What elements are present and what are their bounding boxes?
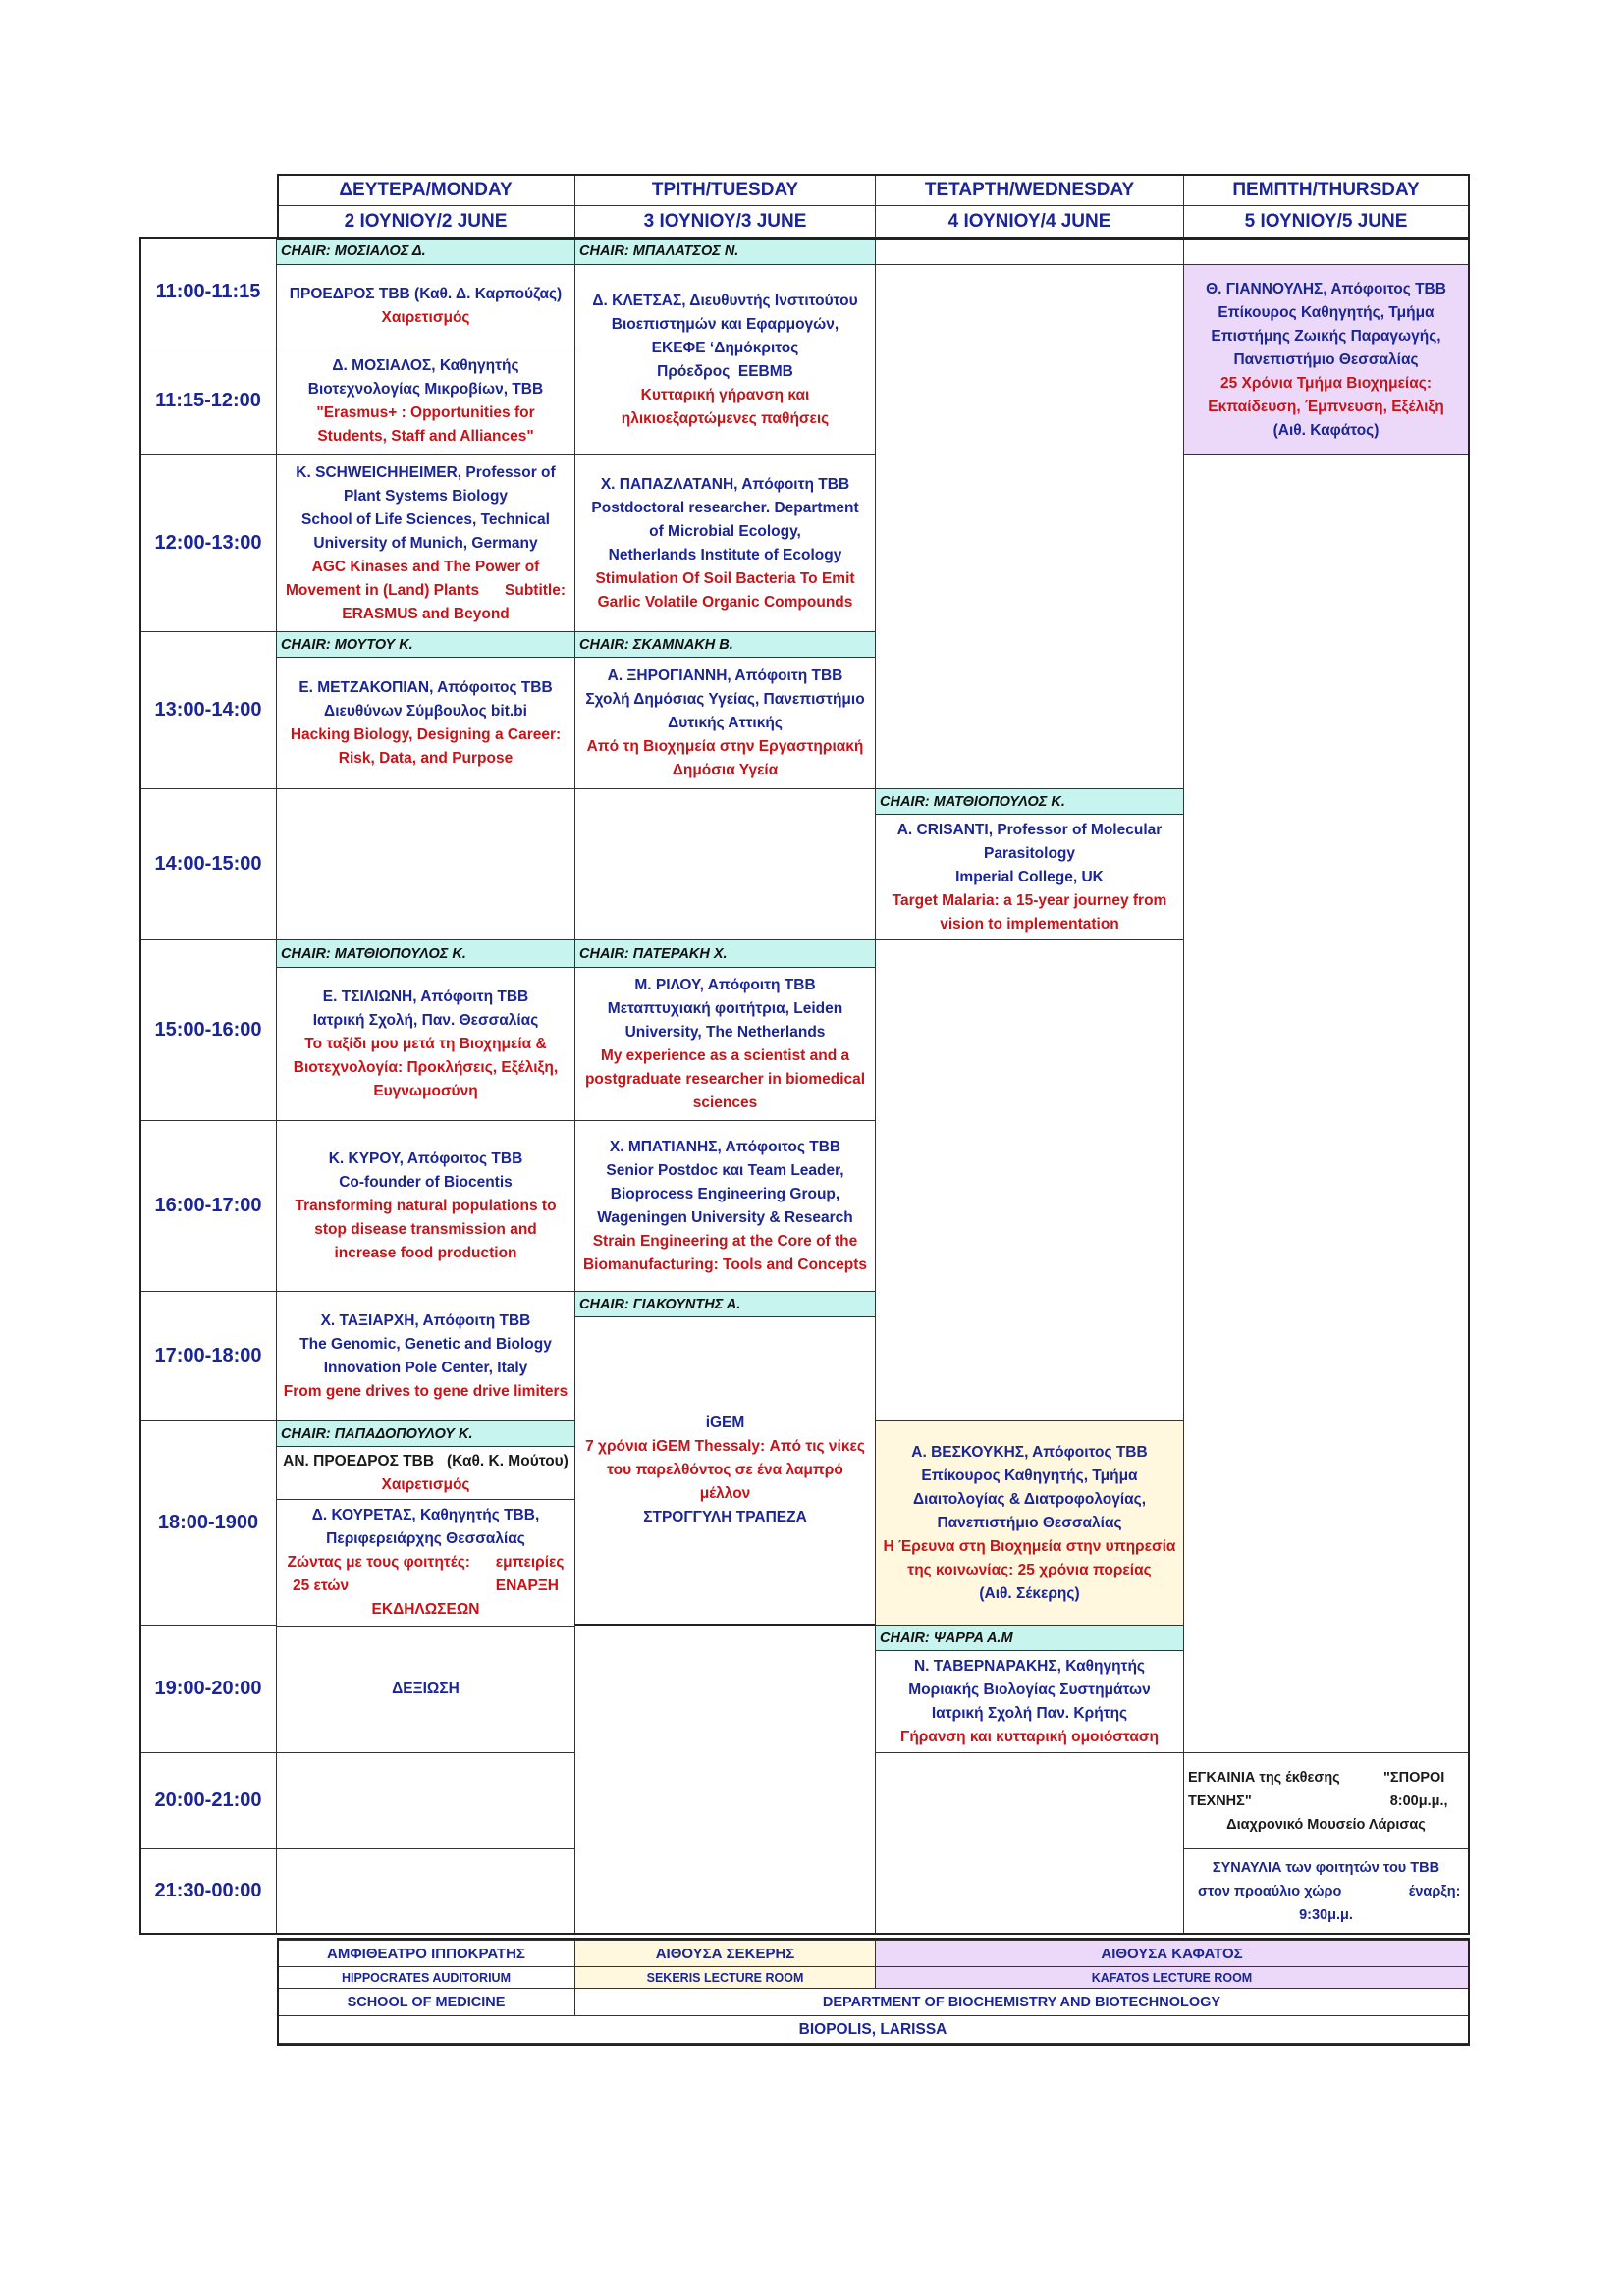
chair-label bbox=[575, 940, 876, 968]
chair-text: CHAIR: ΓΙΑΚΟΥΝΤΗΣ Α. bbox=[579, 1296, 741, 1312]
talk-title: vision to implementation bbox=[940, 915, 1119, 933]
legend-school bbox=[277, 1989, 575, 2016]
talk-title: Η Έρευνα στη Βιοχημεία στην υπηρεσία bbox=[883, 1537, 1176, 1555]
legend-text: ΑΙΘΟΥΣΑ ΣΕΚΕΡΗΣ bbox=[655, 1945, 795, 1962]
speaker-line: Μ. ΡΙΛΟΥ, Απόφοιτη ΤΒΒ bbox=[634, 976, 816, 993]
time-label: 16:00-17:00 bbox=[154, 1195, 262, 1216]
speaker-line: Imperial College, UK bbox=[955, 868, 1104, 885]
day-date: 2 ΙΟΥΝΙΟΥ/2 JUNE bbox=[344, 210, 508, 232]
talk-title: Γήρανση και κυτταρική ομοιόσταση bbox=[900, 1728, 1159, 1745]
event-line: στον προαύλιο χώρο έναρξη: bbox=[1198, 1883, 1461, 1899]
talk-title: Target Malaria: a 15-year journey from bbox=[892, 891, 1167, 909]
talk-title: του παρελθόντος σε ένα λαμπρό bbox=[607, 1462, 843, 1478]
talk-title: Δημόσια Υγεία bbox=[672, 761, 779, 778]
time-label: 21:30-00:00 bbox=[154, 1880, 262, 1901]
legend-text: KAFATOS LECTURE ROOM bbox=[1091, 1970, 1253, 1985]
speaker-line: Ν. ΤΑΒΕΡΝΑΡΑΚΗΣ, Καθηγητής bbox=[913, 1657, 1145, 1675]
event-line: ΣΥΝΑΥΛΙΑ των φοιτητών του ΤΒΒ bbox=[1212, 1859, 1440, 1876]
talk-title: stop disease transmission and bbox=[314, 1220, 537, 1238]
time-label: 11:00-11:15 bbox=[155, 281, 261, 302]
legend-text: HIPPOCRATES AUDITORIUM bbox=[342, 1970, 511, 1985]
empty-cell bbox=[876, 265, 1184, 789]
chair-label bbox=[277, 238, 575, 265]
chair-text: CHAIR: ΜΑΤΘΙΟΠΟΥΛΟΣ Κ. bbox=[281, 945, 466, 962]
speaker-line: Senior Postdoc και Team Leader, bbox=[606, 1161, 844, 1179]
speaker-line: ΠΡΟΕΔΡΟΣ ΤΒΒ (Καθ. Δ. Καρπούζας) bbox=[289, 285, 563, 302]
session-cell bbox=[876, 1421, 1184, 1626]
talk-title: μέλλον bbox=[699, 1485, 751, 1502]
session-cell bbox=[1184, 265, 1469, 455]
speaker-line: University of Munich, Germany bbox=[313, 534, 538, 552]
session-cell bbox=[575, 1121, 876, 1292]
speaker-line: The Genomic, Genetic and Biology bbox=[299, 1335, 552, 1353]
reception-label: ΔΕΞΙΩΣΗ bbox=[392, 1681, 460, 1697]
talk-title: Από τη Βιοχημεία στην Εργαστηριακή bbox=[586, 737, 864, 755]
talk-title: Κυτταρική γήρανση και bbox=[640, 386, 810, 403]
speaker-line: Πρόεδρος ΕΕΒΜΒ bbox=[657, 362, 793, 380]
talk-title: ΕΝΑΡΞΗ bbox=[495, 1577, 559, 1594]
session-cell bbox=[575, 455, 876, 632]
speaker-line: School of Life Sciences, Technical bbox=[301, 510, 550, 528]
speaker-line: Θ. ΓΙΑΝΝΟΥΛΗΣ, Απόφοιτος ΤΒΒ bbox=[1206, 280, 1446, 297]
speaker-line: Innovation Pole Center, Italy bbox=[323, 1359, 528, 1376]
chair-text: CHAIR: ΜΟΣΙΑΛΟΣ Δ. bbox=[281, 242, 426, 259]
session-cell bbox=[277, 455, 575, 632]
talk-title: Εκπαίδευση, Έμπνευση, Εξέλιξη bbox=[1208, 398, 1444, 415]
session-cell bbox=[575, 1317, 876, 1626]
talk-title: Το ταξίδι μου μετά τη Βιοχημεία & bbox=[304, 1035, 547, 1052]
chair-text: CHAIR: ΜΟΥΤΟΥ Κ. bbox=[281, 636, 413, 653]
speaker-line: Σχολή Δημόσιας Υγείας, Πανεπιστήμιο bbox=[585, 690, 865, 708]
legend-department bbox=[575, 1989, 1469, 2016]
talk-title: postgraduate researcher in biomedical bbox=[584, 1070, 866, 1088]
talk-title: Χαιρετισμός bbox=[381, 308, 470, 326]
legend-text: ΑΙΘΟΥΣΑ ΚΑΦΑΤΟΣ bbox=[1101, 1945, 1243, 1962]
time-label: 13:00-14:00 bbox=[154, 699, 262, 721]
time-slot bbox=[140, 238, 277, 347]
empty-cell bbox=[876, 238, 1184, 265]
talk-title: AGC Kinases and The Power of bbox=[311, 558, 540, 575]
time-label: 12:00-13:00 bbox=[154, 532, 262, 554]
session-cell bbox=[277, 658, 575, 789]
talk-title: "Erasmus+ : Opportunities for bbox=[316, 403, 535, 421]
chair-text: CHAIR: ΜΑΤΘΙΟΠΟΥΛΟΣ Κ. bbox=[880, 793, 1065, 810]
chair-text: CHAIR: ΣΚΑΜΝΑΚΗ Β. bbox=[579, 636, 733, 653]
chair-text: CHAIR: ΜΠΑΛΑΤΣΟΣ Ν. bbox=[579, 242, 739, 259]
event-line: ΤΕΧΝΗΣ" 8:00μ.μ., bbox=[1188, 1792, 1448, 1809]
empty-cell bbox=[277, 789, 575, 940]
speaker-line: Μεταπτυχιακή φοιτήτρια, Leiden bbox=[607, 999, 843, 1017]
time-slot bbox=[140, 1753, 277, 1849]
talk-title: 25 Χρόνια Τμήμα Βιοχημείας: bbox=[1220, 374, 1432, 392]
talk-title: ηλικιοεξαρτώμενες παθήσεις bbox=[621, 409, 830, 427]
talk-title: Hacking Biology, Designing a Career: bbox=[290, 725, 562, 743]
day-header-monday bbox=[277, 175, 575, 206]
empty-cell bbox=[575, 789, 876, 940]
speaker-line: University, The Netherlands bbox=[624, 1023, 826, 1041]
chair-text: CHAIR: ΠΑΤΕΡΑΚΗ Χ. bbox=[579, 945, 728, 962]
empty-cell bbox=[876, 1753, 1184, 1934]
session-cell bbox=[876, 815, 1184, 940]
speaker-line: Χ. ΠΑΠΑΖΛΑΤΑΝΗ, Απόφοιτη ΤΒΒ bbox=[600, 475, 850, 493]
talk-title: Students, Staff and Alliances" bbox=[317, 427, 534, 445]
event-line: Διαχρονικό Μουσείο Λάρισας bbox=[1226, 1816, 1426, 1833]
day-date-tuesday bbox=[575, 206, 876, 238]
empty-cell bbox=[1184, 455, 1469, 1753]
speaker-line: Διευθύνων Σύμβουλος bit.bi bbox=[324, 702, 527, 720]
speaker-line: ΑΝ. ΠΡΟΕΔΡΟΣ ΤΒΒ (Καθ. Κ. Μούτου) bbox=[283, 1452, 568, 1469]
speaker-line: Wageningen University & Research bbox=[597, 1208, 853, 1226]
speaker-line: Postdoctoral researcher. Department bbox=[591, 499, 859, 516]
speaker-line: Ιατρική Σχολή Παν. Κρήτης bbox=[931, 1704, 1128, 1722]
chair-label bbox=[876, 1626, 1184, 1651]
speaker-line: Μοριακής Βιολογίας Συστημάτων bbox=[908, 1681, 1151, 1698]
legend-location bbox=[277, 2016, 1469, 2044]
speaker-line: Επιστήμης Ζωικής Παραγωγής, bbox=[1211, 327, 1441, 345]
room-note: (Αιθ. Καφάτος) bbox=[1272, 421, 1380, 439]
empty-cell bbox=[575, 1626, 876, 1934]
time-label: 19:00-20:00 bbox=[154, 1678, 262, 1699]
legend-text: SEKERIS LECTURE ROOM bbox=[646, 1970, 804, 1985]
speaker-line: Πανεπιστήμιο Θεσσαλίας bbox=[1233, 350, 1419, 368]
time-slot bbox=[140, 789, 277, 940]
legend-kafatos-en bbox=[876, 1967, 1469, 1989]
empty-cell bbox=[277, 1753, 575, 1849]
chair-text: CHAIR: ΨΑΡΡΑ Α.Μ bbox=[880, 1629, 1013, 1646]
session-cell bbox=[575, 968, 876, 1121]
day-header-thursday bbox=[1184, 175, 1469, 206]
time-slot bbox=[140, 1626, 277, 1753]
legend-sekeris-en bbox=[575, 1967, 876, 1989]
legend-text: ΑΜΦΙΘΕΑΤΡΟ ΙΠΠΟΚΡΑΤΗΣ bbox=[327, 1945, 525, 1962]
speaker-line: Α. ΞΗΡΟΓΙΑΝΝΗ, Απόφοιτη ΤΒΒ bbox=[607, 667, 843, 684]
session-cell bbox=[575, 658, 876, 789]
talk-title: Strain Engineering at the Core of the bbox=[592, 1232, 858, 1250]
speaker-line: Διαιτολογίας & Διατροφολογίας, bbox=[912, 1490, 1147, 1508]
speaker-line: Ιατρική Σχολή, Παν. Θεσσαλίας bbox=[312, 1011, 539, 1029]
talk-title: My experience as a scientist and a bbox=[600, 1046, 850, 1064]
speaker-line: Επίκουρος Καθηγητής, Τμήμα bbox=[1218, 303, 1435, 321]
legend-sekeris bbox=[575, 1940, 876, 1967]
time-label: 18:00-1900 bbox=[157, 1512, 259, 1533]
legend-hippocrates bbox=[277, 1940, 575, 1967]
chair-label bbox=[575, 632, 876, 658]
talk-title: From gene drives to gene drive limiters bbox=[283, 1382, 568, 1400]
talk-title: Ζώντας με τους φοιτητές: εμπειρίες bbox=[287, 1554, 565, 1571]
speaker-line: Περιφερειάρχης Θεσσαλίας bbox=[326, 1530, 525, 1547]
talk-title: Χαιρετισμός bbox=[381, 1475, 470, 1493]
talk-title: increase food production bbox=[334, 1244, 517, 1261]
talk-title: ΕΚΔΗΛΩΣΕΩΝ bbox=[371, 1601, 480, 1618]
time-label: 20:00-21:00 bbox=[154, 1789, 262, 1811]
event-line: ΕΓΚΑΙΝΙΑ της έκθεσης "ΣΠΟΡΟΙ bbox=[1188, 1769, 1445, 1786]
day-date: 5 ΙΟΥΝΙΟΥ/5 JUNE bbox=[1244, 210, 1408, 232]
talk-title: Ευγνωμοσύνη bbox=[373, 1082, 478, 1099]
speaker-line: Επίκουρος Καθηγητής, Τμήμα bbox=[921, 1467, 1138, 1484]
session-cell bbox=[876, 1651, 1184, 1753]
empty-cell bbox=[876, 940, 1184, 1421]
talk-title: Stimulation Of Soil Bacteria To Emit bbox=[595, 569, 855, 587]
speaker-line: K. SCHWEICHHEIMER, Professor of bbox=[296, 463, 556, 481]
day-name: ΤΕΤΑΡΤΗ/WEDNESDAY bbox=[924, 179, 1135, 200]
session-cell bbox=[277, 265, 575, 347]
session-cell bbox=[277, 347, 575, 455]
time-slot bbox=[140, 632, 277, 789]
speaker-line: Δ. ΚΟΥΡΕΤΑΣ, Καθηγητής ΤΒΒ, bbox=[311, 1507, 540, 1523]
legend-kafatos bbox=[876, 1940, 1469, 1967]
speaker-line: Κ. ΚΥΡΟΥ, Απόφοιτος ΤΒΒ bbox=[328, 1149, 523, 1167]
talk-title: ERASMUS and Beyond bbox=[342, 605, 510, 622]
empty-cell bbox=[1184, 238, 1469, 265]
day-date: 4 ΙΟΥΝΙΟΥ/4 JUNE bbox=[947, 210, 1111, 232]
speaker-line: Plant Systems Biology bbox=[343, 487, 509, 505]
time-slot bbox=[140, 940, 277, 1121]
session-cell bbox=[575, 265, 876, 455]
legend-text: SCHOOL OF MEDICINE bbox=[347, 1994, 506, 2010]
speaker-line: Netherlands Institute of Ecology bbox=[608, 546, 842, 563]
speaker-line: of Microbial Ecology, bbox=[649, 522, 801, 540]
speaker-line: Βιοεπιστημών και Εφαρμογών, bbox=[611, 315, 839, 333]
talk-title: sciences bbox=[692, 1094, 758, 1111]
session-cell bbox=[277, 1447, 575, 1500]
day-date-thursday bbox=[1184, 206, 1469, 238]
speaker-line: Δ. ΜΟΣΙΑΛΟΣ, Καθηγητής bbox=[332, 356, 519, 374]
talk-title: 7 χρόνια iGEM Thessaly: Από τις νίκες bbox=[585, 1438, 865, 1455]
talk-title: Garlic Volatile Organic Compounds bbox=[597, 593, 853, 611]
event-cell bbox=[1184, 1849, 1469, 1934]
session-cell bbox=[277, 1500, 575, 1626]
speaker-line: Δυτικής Αττικής bbox=[668, 714, 783, 731]
chair-label bbox=[575, 1292, 876, 1317]
speaker-line: Βιοτεχνολογίας Μικροβίων, ΤΒΒ bbox=[307, 380, 544, 398]
speaker-line: Χ. ΜΠΑΤΙΑΝΗΣ, Απόφοιτος ΤΒΒ bbox=[609, 1138, 841, 1155]
time-slot bbox=[140, 1421, 277, 1626]
speaker-line: Parasitology bbox=[983, 844, 1076, 862]
speaker-line: ΕΚΕΦΕ ‘Δημόκριτος bbox=[651, 339, 799, 356]
session-cell bbox=[277, 1121, 575, 1292]
speaker-line: Ε. ΜΕΤΖΑΚΟΠΙΑΝ, Απόφοιτος ΤΒΒ bbox=[298, 678, 553, 696]
time-slot bbox=[140, 347, 277, 455]
talk-title: Transforming natural populations to bbox=[295, 1197, 557, 1214]
talk-title: 25 ετών bbox=[293, 1577, 350, 1594]
legend-text: BIOPOLIS, LARISSA bbox=[798, 2020, 947, 2038]
chair-label bbox=[575, 238, 876, 265]
day-name: ΤΡΙΤΗ/TUESDAY bbox=[651, 179, 799, 200]
talk-title: της κοινωνίας: 25 χρόνια πορείας bbox=[907, 1561, 1152, 1578]
legend-text: DEPARTMENT OF BIOCHEMISTRY AND BIOTECHNOLOGY bbox=[822, 1994, 1221, 2010]
time-slot bbox=[140, 1292, 277, 1421]
chair-label bbox=[876, 789, 1184, 815]
speaker-line: Bioprocess Engineering Group, bbox=[610, 1185, 840, 1202]
day-header-wednesday bbox=[876, 175, 1184, 206]
speaker-line: Ε. ΤΣΙΛΙΩΝΗ, Απόφοιτη ΤΒΒ bbox=[322, 988, 529, 1005]
chair-text: CHAIR: ΠΑΠΑΔΟΠΟΥΛΟΥ Κ. bbox=[281, 1425, 473, 1442]
session-cell bbox=[277, 968, 575, 1121]
time-label: 15:00-16:00 bbox=[154, 1019, 262, 1041]
speaker-line: Πανεπιστήμιο Θεσσαλίας bbox=[937, 1514, 1122, 1531]
chair-label bbox=[277, 1421, 575, 1447]
time-label: 14:00-15:00 bbox=[154, 853, 262, 875]
day-header-tuesday bbox=[575, 175, 876, 206]
talk-title: Βιοτεχνολογία: Προκλήσεις, Εξέλιξη, bbox=[293, 1058, 559, 1076]
speaker-line: Co-founder of Biocentis bbox=[339, 1173, 513, 1191]
event-line: 9:30μ.μ. bbox=[1299, 1906, 1353, 1923]
day-date-monday bbox=[277, 206, 575, 238]
room-note: (Αιθ. Σέκερης) bbox=[979, 1584, 1080, 1602]
speaker-line: Α. ΒΕΣΚΟΥΚΗΣ, Απόφοιτος ΤΒΒ bbox=[911, 1443, 1148, 1461]
chair-label bbox=[277, 940, 575, 968]
speaker-line: A. CRISANTI, Professor of Molecular bbox=[896, 821, 1163, 838]
empty-cell bbox=[277, 1849, 575, 1934]
legend-hippocrates-en bbox=[277, 1967, 575, 1989]
talk-title: Biomanufacturing: Tools and Concepts bbox=[582, 1255, 868, 1273]
time-slot bbox=[140, 455, 277, 632]
session-cell bbox=[277, 1626, 575, 1753]
time-slot bbox=[140, 1121, 277, 1292]
time-label: 11:15-12:00 bbox=[155, 390, 261, 411]
speaker-line: Χ. ΤΑΞΙΑΡΧΗ, Απόφοιτη ΤΒΒ bbox=[320, 1311, 531, 1329]
day-date-wednesday bbox=[876, 206, 1184, 238]
session-cell bbox=[277, 1292, 575, 1421]
speaker-line: Δ. ΚΛΕΤΣΑΣ, Διευθυντής Ινστιτούτου bbox=[592, 292, 858, 309]
talk-title: Risk, Data, and Purpose bbox=[338, 749, 514, 767]
time-label: 17:00-18:00 bbox=[154, 1345, 262, 1366]
time-slot bbox=[140, 1849, 277, 1934]
day-date: 3 ΙΟΥΝΙΟΥ/3 JUNE bbox=[643, 210, 807, 232]
day-name: ΔΕΥΤΕΡΑ/MONDAY bbox=[339, 179, 513, 200]
speaker-line: ΣΤΡΟΓΓΥΛΗ ΤΡΑΠΕΖΑ bbox=[643, 1509, 807, 1525]
day-name: ΠΕΜΠΤΗ/THURSDAY bbox=[1232, 179, 1420, 200]
talk-title: Movement in (Land) Plants Subtitle: bbox=[285, 581, 567, 599]
chair-label bbox=[277, 632, 575, 658]
event-cell bbox=[1184, 1753, 1469, 1849]
speaker-line: iGEM bbox=[705, 1415, 745, 1431]
